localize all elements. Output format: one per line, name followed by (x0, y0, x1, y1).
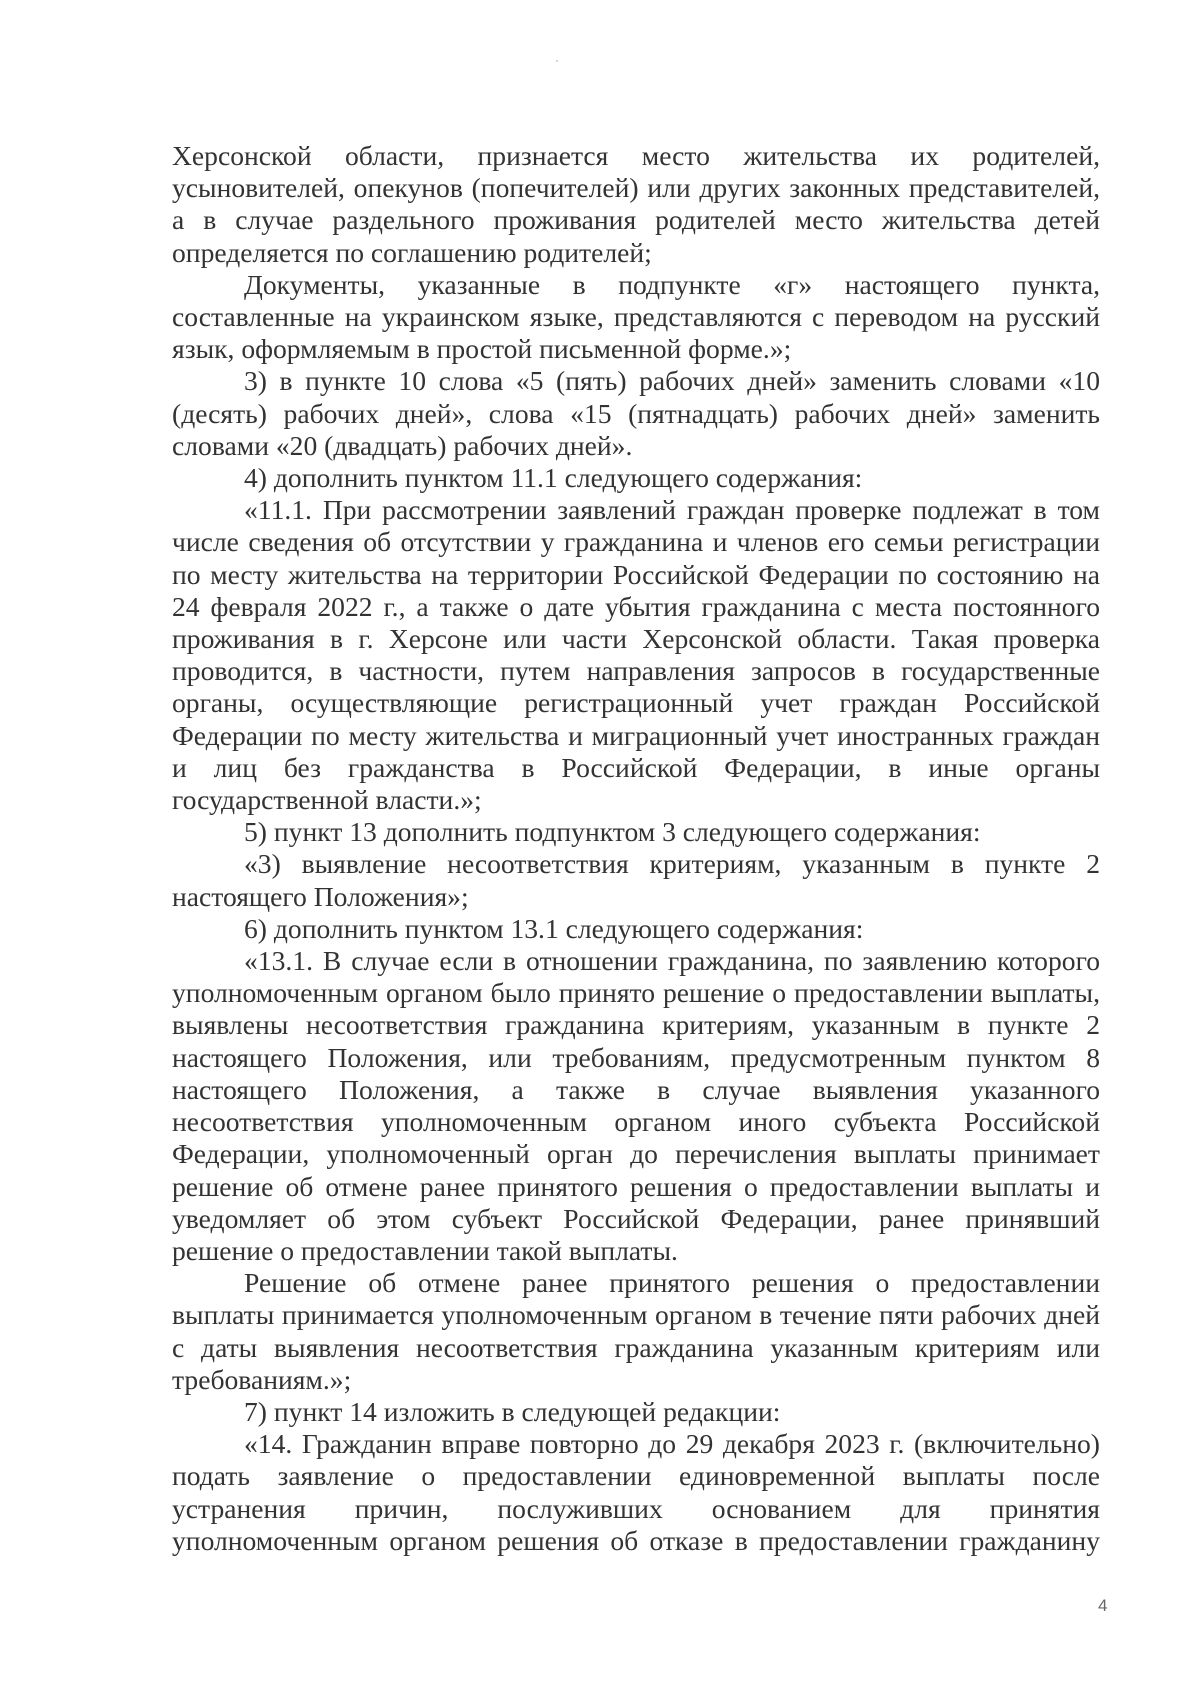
paragraph-residence-of-children: Херсонской области, признается место жительства их родителей, усыновителей, опекунов (попечителей) или других законных представителей, а в случае раздельного проживания родителей место жительства детей определяется по соглашению родителей; (172, 140, 1100, 268)
paragraph-amendment-6: 6) дополнить пунктом 13.1 следующего содержания: (244, 912, 864, 944)
paragraph-cancellation-decision: Решение об отмене ранее принятого решения о предоставлении выплаты принимается уполномоченным органом в течение пяти рабочих дней с даты выявления несоответствия гражданина указанным критериям или требованиям.»; (172, 1267, 1100, 1395)
document-body (172, 140, 1100, 1557)
paragraph-subclause-3: «3) выявление несоответствия критериям, указанным в пункте 2 настоящего Положения»; (172, 848, 1100, 912)
paragraph-clause-14: «14. Гражданин вправе повторно до 29 декабря 2023 г. (включительно) подать заявление о предоставлении единовременной выплаты после устранения причин, послуживших основанием для принятия уполномоченным органом решения об отказе в предоставлении гражданину (172, 1428, 1100, 1556)
page-number: 4 (1098, 1596, 1108, 1615)
paragraph-clause-11-1: «11.1. При рассмотрении заявлений граждан проверке подлежат в том числе сведения об отсутствии у гражданина и членов его семьи регистрации по месту жительства на территории Российской Федерации по состоянию на 24 февраля 2022 г., а также о дате убытия гражданина с места постоянного проживания в г. Херсоне или части Херсонской области. Такая проверка проводится, в частности, путем направления запросов в государственные органы, осуществляющие регистрационный учет граждан Российской Федерации по месту жительства и миграционный учет иностранных граждан и лиц без гражданства в Российской Федерации, в иные органы государственной власти.»; (172, 494, 1100, 816)
paragraph-amendment-7: 7) пункт 14 изложить в следующей редакции: (244, 1395, 781, 1427)
scan-speck (556, 60, 558, 62)
paragraph-amendment-5: 5) пункт 13 дополнить подпунктом 3 следующего содержания: (244, 816, 981, 848)
paragraph-clause-13-1: «13.1. В случае если в отношении гражданина, по заявлению которого уполномоченным органом было принято решение о предоставлении выплаты, выявлены несоответствия гражданина критериям, указанным в пункте 2 настоящего Положения, или требованиям, предусмотренным пунктом 8 настоящего Положения, а также в случае выявления указанного несоответствия уполномоченным органом иного субъекта Российской Федерации, уполномоченный орган до перечисления выплаты принимает решение об отмене ранее принятого решения о предоставлении выплаты и уведомляет об этом субъект Российской Федерации, ранее принявший решение о предоставлении такой выплаты. (172, 945, 1100, 1266)
paragraph-ukrainian-documents: Документы, указанные в подпункте «г» настоящего пункта, составленные на украинском языке, представляются с переводом на русский язык, оформляемым в простой письменной форме.»; (172, 268, 1100, 365)
paragraph-amendment-3: 3) в пункте 10 слова «5 (пять) рабочих дней» заменить словами «10 (десять) рабочих дней», слова «15 (пятнадцать) рабочих дней» заменить словами «20 (двадцать) рабочих дней». (172, 365, 1100, 461)
paragraph-amendment-4: 4) дополнить пунктом 11.1 следующего содержания: (244, 462, 863, 494)
